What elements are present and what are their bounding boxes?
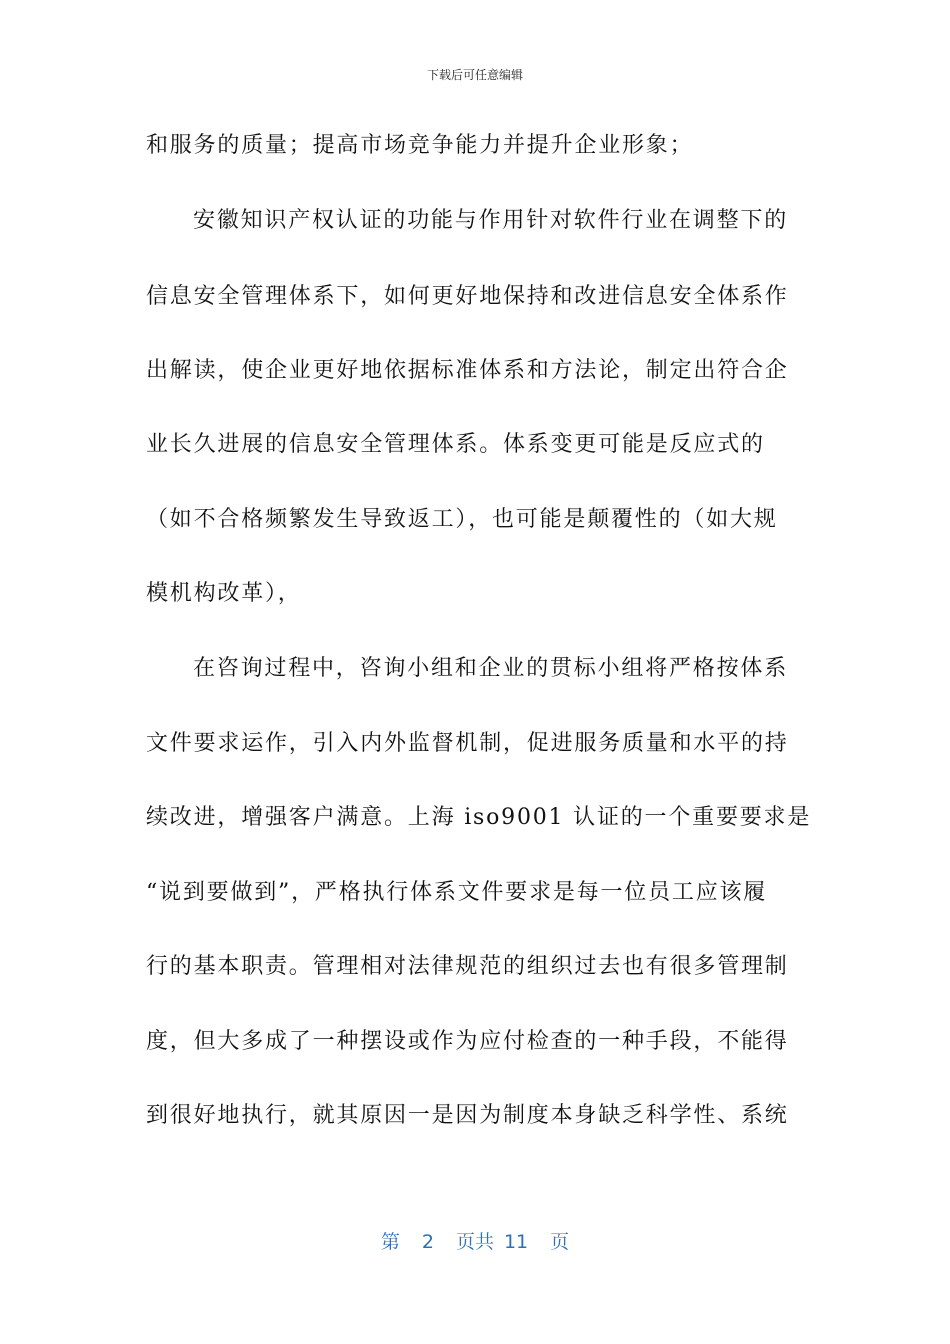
- page-header: 下载后可任意编辑: [426, 68, 523, 82]
- body-line: 到很好地执行，就其原因一是因为制度本身缺乏科学性、系统: [146, 1103, 789, 1128]
- footer-page-number: 2: [421, 1231, 434, 1253]
- page-footer: [0, 1227, 950, 1254]
- body-line: （如不合格频繁发生导致返工），也可能是颠覆性的（如大规: [146, 507, 778, 532]
- body-line: 安徽知识产权认证的功能与作用针对软件行业在调整下的: [193, 208, 789, 233]
- body-line: 出解读，使企业更好地依据标准体系和方法论，制定出符合企: [146, 358, 789, 383]
- footer-total-pages: 11: [503, 1231, 529, 1253]
- body-line: 和服务的质量；提高市场竞争能力并提升企业形象；: [146, 133, 694, 158]
- body-line: 模机构改革），: [146, 581, 302, 606]
- body-line: 在咨询过程中，咨询小组和企业的贯标小组将严格按体系: [193, 656, 789, 681]
- footer-suffix: 页: [550, 1231, 570, 1253]
- body-line: 文件要求运作，引入内外监督机制，促进服务质量和水平的持: [146, 731, 789, 756]
- body-line: 度，但大多成了一种摆设或作为应付检查的一种手段，不能得: [146, 1029, 789, 1054]
- footer-middle: 页共: [455, 1231, 494, 1253]
- body-line: 业长久进展的信息安全管理体系。体系变更可能是反应式的: [146, 432, 765, 457]
- body-line: 信息安全管理体系下，如何更好地保持和改进信息安全体系作: [146, 284, 789, 309]
- body-line: 续改进，增强客户满意。上海 iso9001 认证的一个重要要求是: [146, 805, 812, 830]
- body-line: 行的基本职责。管理相对法律规范的组织过去也有很多管理制: [146, 954, 789, 979]
- footer-prefix: 第: [380, 1231, 400, 1253]
- body-line: “说到要做到”，严格执行体系文件要求是每一位员工应该履: [146, 880, 768, 905]
